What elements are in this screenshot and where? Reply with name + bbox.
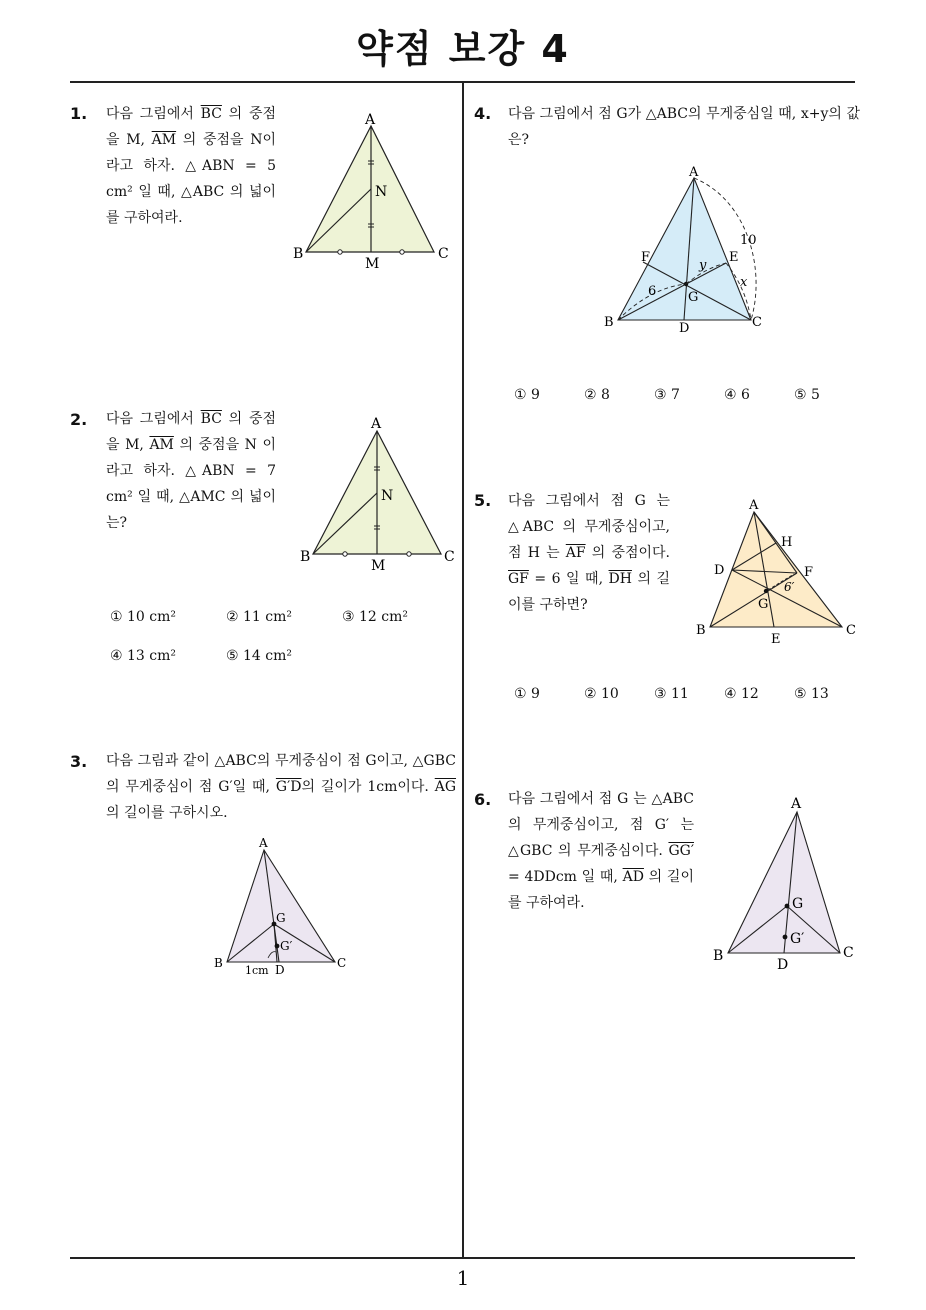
label-b: B [696,623,706,638]
label-c: C [438,246,449,262]
label-1cm: 1cm [245,964,269,977]
question-5-choices [514,686,829,702]
label-x: x [740,275,748,290]
question-2-choices-row-2 [110,648,292,664]
choice-2[interactable]: ② 8 [584,387,610,403]
label-g: G [688,290,699,305]
label-g-prime: G′ [280,939,293,953]
choice-1[interactable]: ① 9 [514,387,540,403]
choice-1[interactable]: ① 9 [514,686,540,702]
question-4-text: 다음 그림에서 점 G가 △ABC의 무게중심일 때, x+y의 값은? [508,106,860,148]
question-6-number: 6. [474,790,492,809]
label-f: F [641,250,651,265]
question-3-text: 다음 그림과 같이 △ABC의 무게중심이 점 G이고, △GBC의 무게중심이 점 G′일 때, G′D의 길이가 1cm이다. $\overline{AG}$의 길이를 구하시오. [106,753,457,821]
label-b: B [713,948,724,964]
choice-1[interactable]: ① 10 cm² [110,609,176,625]
label-a: A [689,165,699,180]
label-c: C [337,956,347,970]
label-b: B [300,549,311,565]
question-2-figure [296,412,466,577]
label-g: G [276,911,286,925]
choice-5[interactable]: ⑤ 5 [794,387,820,403]
question-2-choices-row-1 [110,609,408,625]
choice-2[interactable]: ② 10 [584,686,619,702]
question-4-number: 4. [474,104,492,123]
question-3-figure [210,832,360,982]
question-6-figure [710,792,870,977]
question-5-text: 다음 그림에서 점 G 는 △ABC 의 무게중심이고, 점 H 는 $\overline{AF}$ 의 중점이다. $\overline{GF} = 6$ 일 때, $\overline{DH}$ 의 길이를 구하면? [508,493,671,613]
label-n: N [375,184,388,200]
label-c: C [846,623,856,638]
label-e: E [729,250,739,265]
label-g: G [758,597,769,612]
choice-5[interactable]: ⑤ 13 [794,686,829,702]
choice-3[interactable]: ③ 11 [654,686,689,702]
label-n: N [381,488,394,504]
label-m: M [365,256,380,272]
label-b: B [293,246,304,262]
label-6: 6 [648,284,657,299]
label-a: A [259,836,268,850]
label-d: D [714,563,725,578]
choice-2[interactable]: ② 11 cm² [226,609,292,625]
question-4-choices [514,387,820,403]
label-e: E [771,632,781,647]
question-1-text: 다음 그림에서 $\overline{BC}$ 의 중점을 M, $\overline{AM}$ 의 중점을 N이라고 하자. △ABN = 5 cm² 일 때, △ABC 의 넓이를 구하여라. [106,106,276,226]
label-b: B [604,315,614,330]
label-a: A [365,112,376,128]
label-c: C [444,549,455,565]
label-m: M [371,558,386,574]
question-1-figure [288,108,458,273]
question-1-number: 1. [70,104,88,123]
choice-5[interactable]: ⑤ 14 cm² [226,648,292,664]
question-5-number: 5. [474,491,492,510]
choice-4[interactable]: ④ 13 cm² [110,648,176,664]
question-2-text: 다음 그림에서 $\overline{BC}$ 의 중점을 M, $\overline{AM}$ 의 중점을 N 이라고 하자. △ABN = 7 cm² 일 때, △AMC 의 넓이는? [106,411,276,531]
question-4-figure [598,160,778,340]
choice-3[interactable]: ③ 12 cm² [342,609,408,625]
label-a: A [749,498,759,513]
label-d: D [777,957,789,973]
label-g-prime: G′ [790,931,805,947]
bottom-rule [70,1257,855,1259]
label-6: 6′ [784,580,795,594]
label-a: A [371,416,382,432]
label-f: F [804,565,814,580]
label-g: G [792,896,804,912]
choice-3[interactable]: ③ 7 [654,387,680,403]
choice-4[interactable]: ④ 6 [724,387,750,403]
label-b: B [214,956,223,970]
page-number: 1 [456,1266,470,1290]
label-d: D [679,321,690,336]
label-c: C [843,945,854,961]
label-d: D [275,963,285,977]
question-5-figure [692,494,867,654]
question-2-number: 2. [70,410,88,429]
label-y: y [699,258,707,273]
page-title: 약점 보강 4 [356,27,570,71]
label-h: H [781,535,793,550]
label-c: C [752,315,762,330]
choice-4[interactable]: ④ 12 [724,686,759,702]
label-a: A [791,796,802,812]
label-10: 10 [740,233,757,248]
question-3-number: 3. [70,752,88,771]
question-6-text: 다음 그림에서 점 G 는 △ABC 의 무게중심이고, 점 G′ 는 △GBC 의 무게중심이다. GG′ = 4DDcm 일 때, $\overline{AD}$ 의 길이를 구하여라. [508,791,694,911]
column-divider [462,82,464,1258]
